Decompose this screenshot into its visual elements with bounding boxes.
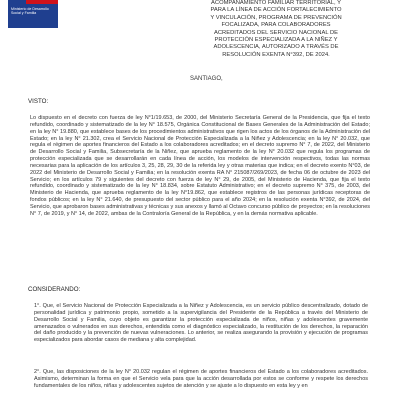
logo-text: Ministerio de Desarrollo Social y Familia	[8, 4, 58, 28]
considerando-item	[34, 303, 368, 344]
heading-line: PROTECCIÓN ESPECIALIZADA A LA NIÑEZ Y	[214, 37, 338, 44]
heading-line: RESOLUCIÓN EXENTA N°392, DE 2024.	[222, 51, 330, 58]
item-number: 2°.	[34, 369, 41, 375]
heading-line: ACOMPAÑAMIENTO FAMILIAR TERRITORIAL, Y	[211, 0, 341, 6]
heading-line: PARA LA LÍNEA DE ACCIÓN FORTALECIMIENTO	[210, 7, 342, 14]
heading-line: Y VINCULACIÓN, PROGRAMA DE PREVENCIÓN	[210, 14, 342, 21]
resolution-heading	[176, 0, 376, 59]
heading-line: FOCALIZADA, PARA COLABORADORES	[221, 22, 331, 29]
item-text: Que, el Servicio Nacional de Protección Especializada a la Niñez y Adolescencia, es un servicio público descentralizado, dotado de personalidad jurídica y patrimonio propio, sometido a la supervigilancia del Presidente de la República a través del Ministerio de Desarrollo Social y Familia, cuyo objeto es garantizar la protección especializada de niños, niñas y adolescentes gravemente amenazados o vulnerados en sus derechos, entendida como el diagnóstico especializado, la restitución de los derechos, la reparación del daño producido y la prevención de nuevas vulneraciones. Lo anterior, se realiza asegurando la provisión y ejecución de programas especializados para abordar casos de mediana y alta complejidad.	[34, 303, 369, 344]
item-number: 1°.	[34, 303, 41, 309]
heading-line: ACREDITADOS DEL SERVICIO NACIONAL DE	[213, 29, 338, 36]
considerando-title: CONSIDERANDO:	[28, 286, 81, 293]
ministry-logo	[8, 0, 58, 28]
visto-title: VISTO:	[28, 98, 49, 105]
place-label: SANTIAGO,	[190, 76, 223, 82]
visto-paragraph: Lo dispuesto en el decreto con fuerza de ley N°1/19.653, de 2000, del Ministerio Secretaría General de la Presidencia, que fija el texto refundido, coordinado y sistematizado de la ley N° 18.575, Orgánica Constitucional de Bases Generales de la Administración del Estado; en la ley N° 19.880, que establece bases de los procedimientos administrativos que rigen los actos de los órganos de la Administración del Estado; en la ley N° 21.302, crea el Servicio Nacional de Protección Especializada a la Niñez y Adolescencia; en la ley N° 20.032, que regula el régimen de aportes financieros del Estado a los colaboradores acreditados; en el decreto supremo N° 7, de 2022, del Ministerio de Desarrollo Social y Familia, Subsecretaría de la Niñez, que aprueba reglamento de la ley N° 20.032 que regula los programas de protección especializada que se desarrollarán en cada línea de acción, los modelos de intervención respectivos, todas las normas necesarias para la aplicación de los artículos 3, 25, 28, 29, 30 de la referida ley y otras materias que indica; en el decreto exento N°03, de 2022 del Ministerio de Desarrollo Social y Familia; en la resolución exenta RA N° 215087/269/2023, de fecha 06 de octubre de 2023 del Servicio; en los artículos 79 y siguientes del decreto con fuerza de ley N° 29, de 2005, del Ministerio de Hacienda, que fija el texto refundido, coordinado y sistematizado de la ley N° 18.834, sobre Estatuto Administrativo; en el decreto supremo N° 375, de 2003, del Ministerio de Hacienda, que aprueba reglamento de la ley N°19.862, que establece registros de las personas jurídicas receptoras de fondos públicos; en la ley N° 21.640, de presupuesto del sector público para el año 2024; en la resolución exenta N°392, de 2024, del Servicio, que aprobaron bases administrativas y técnicas y sus anexos y llamó al Octavo concurso público de proyectos; en la resoluciones N° 7, de 2019, y N° 14, de 2022, ambas de la Contraloría General de la República, y en la demás normativa aplicable.	[30, 115, 370, 217]
item-text: Que, las disposiciones de la ley N° 20.032 regulan el régimen de aportes financieros del Estado a los colaboradores acreditados. Asimismo, determinan la forma en que el Servicio vela para que la acción desarrollada por estos se conforme y respete los derechos fundamentales de los niños, niñas y adolescentes sujetos de atención y se ajuste a lo dispuesto en esta ley y en	[34, 369, 368, 389]
heading-line: ADOLESCENCIA, AUTORIZADO A TRAVÉS DE	[213, 44, 339, 51]
considerando-item	[34, 369, 368, 390]
